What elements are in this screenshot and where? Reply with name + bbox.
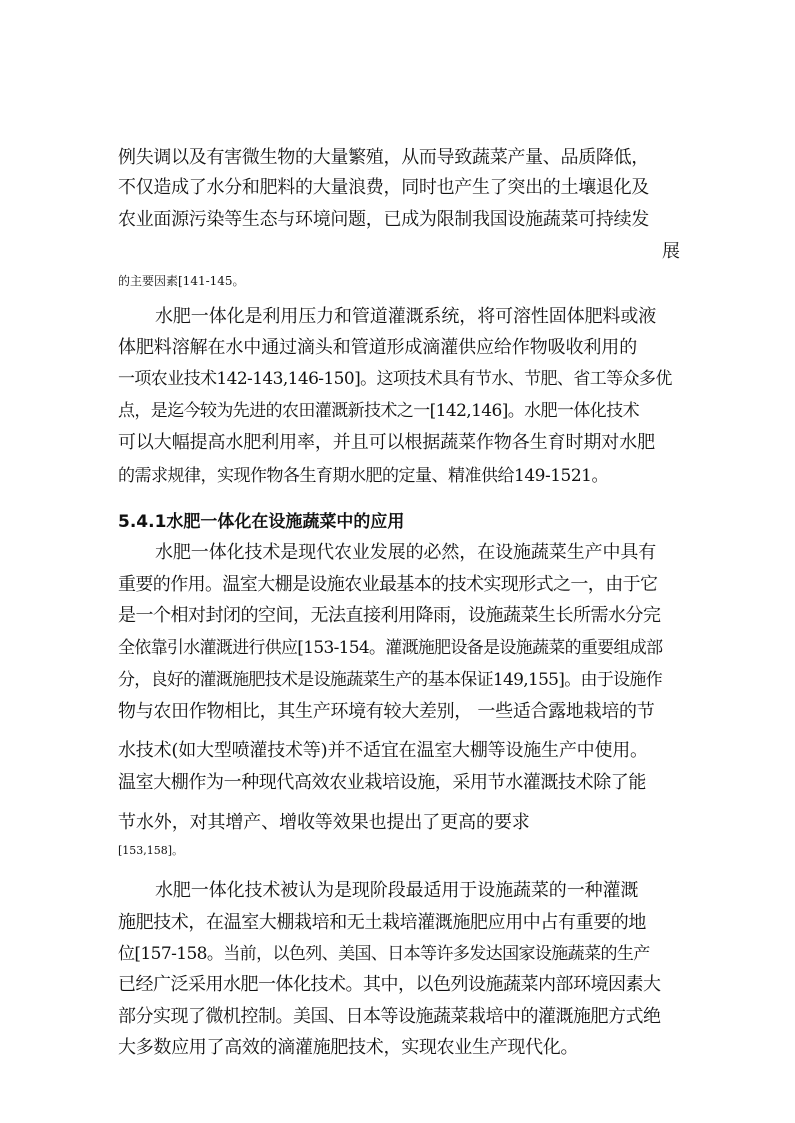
text-line: 可以大幅提高水肥利用率，并且可以根据蔬菜作物各生育时期对水肥 [118, 432, 655, 453]
text-line: 部分实现了微机控制。美国、日本等设施蔬菜栽培中的灌溉施肥方式绝 [118, 1006, 661, 1027]
text-line: 体肥料溶解在水中通过滴头和管道形成滴灌供应给作物吸收利用的 [118, 337, 638, 358]
text-line: 节水外，对其增产、增收等效果也提出了更高的要求 [118, 812, 530, 833]
citation-text: [153,158]。 [118, 844, 184, 857]
text-line: 施肥技术，在温室大棚栽培和无土栽培灌溉施肥应用中占有重要的地 [118, 912, 646, 933]
text-line: 温室大棚作为一种现代高效农业栽培设施，采用节水灌溉技术除了能 [118, 772, 646, 793]
text-line: 已经广泛采用水肥一体化技术。其中，以色列设施蔬菜内部环境因素大 [118, 974, 661, 995]
text-line: 例失调以及有害微生物的大量繁殖，从而导致蔬菜产量、品质降低， [118, 147, 649, 168]
citation-text: 的主要因素[141-145。 [118, 274, 245, 288]
text-line: 大多数应用了高效的滴灌施肥技术，实现农业生产现代化。 [118, 1037, 579, 1058]
text-line: 的需求规律，实现作物各生育期水肥的定量、精准供给149-1521。 [118, 466, 608, 486]
text-line: 一项农业技术142-143,146-150]。这项技术具有节水、节肥、省工等众多优 [118, 369, 672, 389]
text-line: 农业面源污染等生态与环境问题，已成为限制我国设施蔬菜可持续发 [118, 209, 649, 230]
text-line: 点，是迄今较为先进的农田灌溉新技术之一[142,146]。水肥一体化技术 [118, 401, 639, 421]
text-line: 是一个相对封闭的空间，无法直接利用降雨，设施蔬菜生长所需水分完 [118, 605, 661, 626]
text-line: 不仅造成了水分和肥料的大量浪费，同时也产生了突出的土壤退化及 [118, 177, 649, 198]
text-line: 分，良好的灌溉施肥技术是设施蔬菜生产的基本保证149,155]。由于设施作 [118, 670, 663, 690]
text-line: 全依靠引水灌溉进行供应[153-154。灌溉施肥设备是设施蔬菜的重要组成部 [118, 638, 663, 658]
section-heading: 5.4.1水肥一体化在设施蔬菜中的应用 [118, 512, 405, 532]
text-line: 位[157-158。当前，以色列、美国、日本等许多发达国家设施蔬菜的生产 [118, 944, 650, 964]
text-line: 水肥一体化是利用压力和管道灌溉系统，将可溶性固体肥料或液 [155, 306, 657, 327]
text-line: 物与农田作物相比，其生产环境有较大差别， 一些适合露地栽培的节 [118, 701, 655, 722]
text-line: 水技术(如大型喷灌技术等)并不适宜在温室大棚等设施生产中使用。 [118, 740, 648, 761]
text-line: 重要的作用。温室大棚是设施农业最基本的技术实现形式之一，由于它 [118, 574, 658, 595]
text-line: 水肥一体化技术是现代农业发展的必然，在设施蔬菜生产中具有 [155, 542, 657, 563]
text-line: 水肥一体化技术被认为是现阶段最适用于设施蔬菜的一种灌溉 [155, 880, 639, 901]
text-line: 展 [662, 241, 680, 262]
